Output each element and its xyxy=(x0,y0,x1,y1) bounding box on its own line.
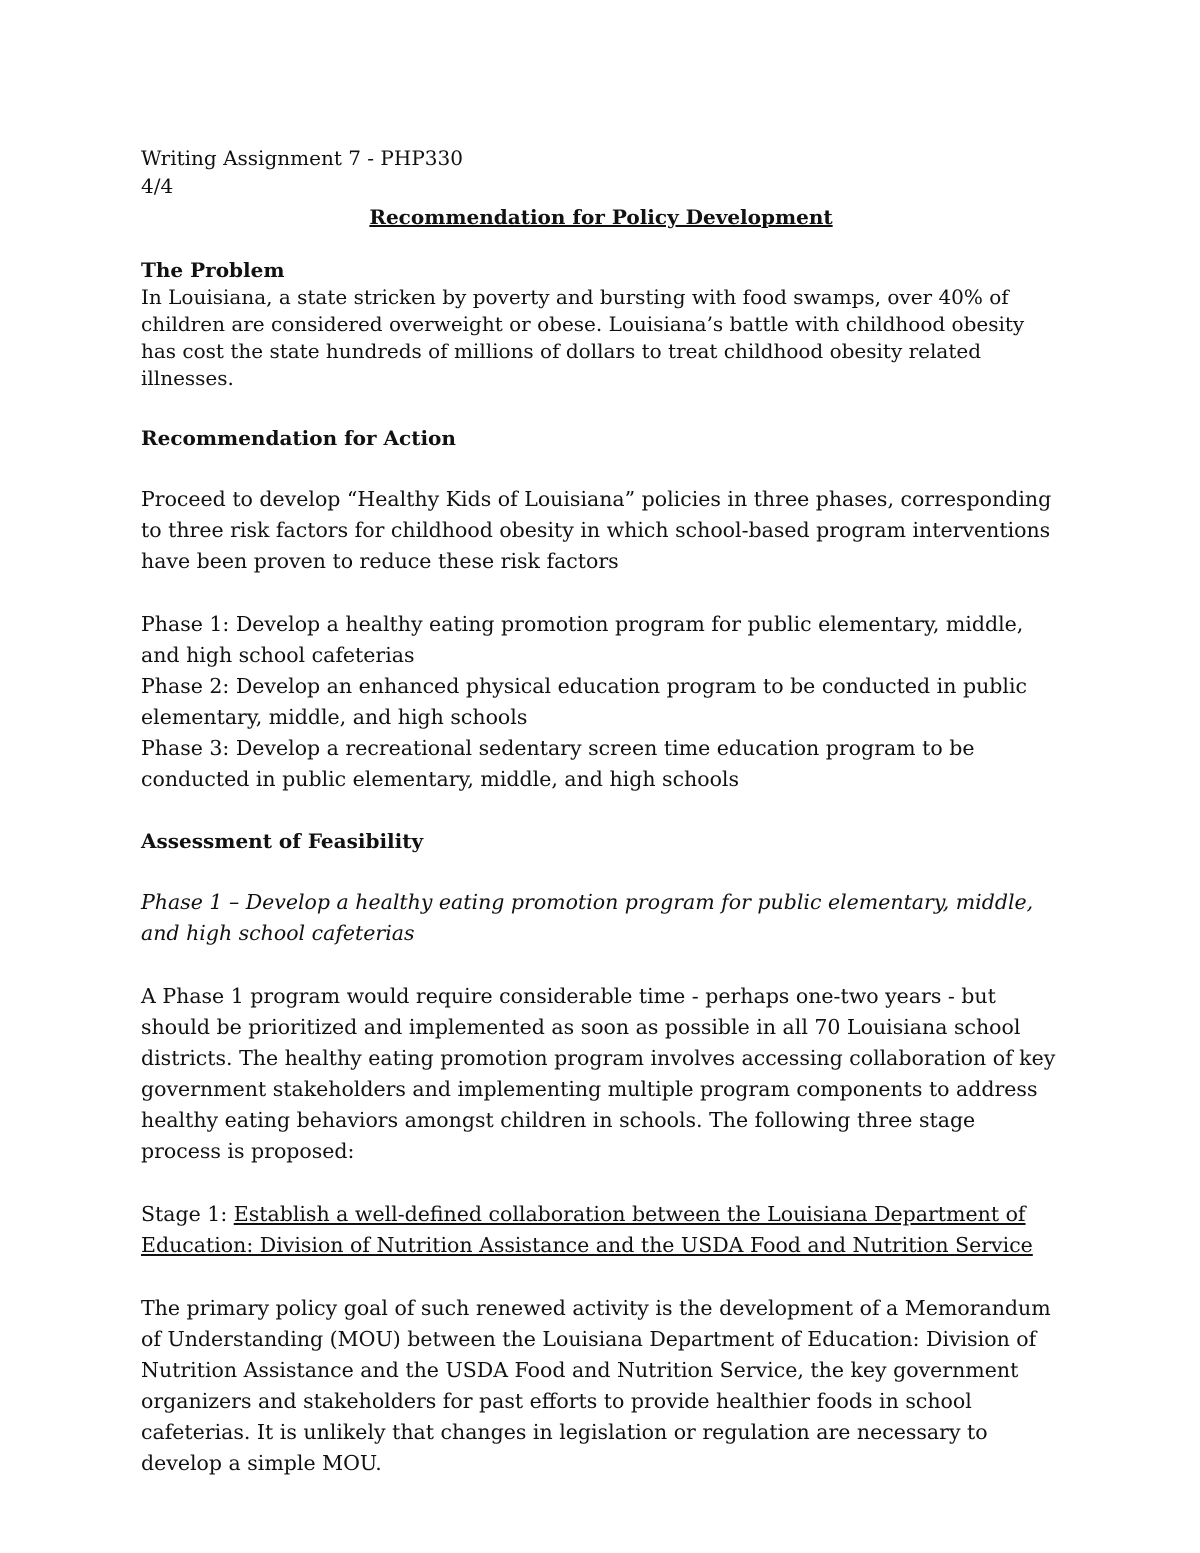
stage-1-title: Establish a well-defined collaboration between the Louisiana Department of Education: Division of Nutrition Assistance and the USDA Food and Nutrition Service xyxy=(141,1202,1033,1257)
problem-heading: The Problem xyxy=(141,258,285,282)
problem-text: In Louisiana, a state stricken by poverty and bursting with food swamps, over 40% of children are considered overweight or obese. Louisiana’s battle with childhood obesity has cost the state hundreds of millions of dollars to treat childhood obesity related illnesses. xyxy=(141,285,1025,390)
phase-2-item: Phase 2: Develop an enhanced physical education program to be conducted in public elementary, middle, and high schools xyxy=(141,674,1027,729)
phase-3-item: Phase 3: Develop a recreational sedentary screen time education program to be conducted in public elementary, middle, and high schools xyxy=(141,736,975,791)
stage-1-text: The primary policy goal of such renewed activity is the development of a Memorandum of Understanding (MOU) between the Louisiana Department of Education: Division of Nutrition Assistance and the USDA Food and Nutrition Service, the key government organizers and stakeholders for past efforts to provide healthier foods in school cafeterias. It is unlikely that changes in legislation or regulation are necessary to develop a simple MOU. xyxy=(141,1296,1051,1475)
recommendation-heading: Recommendation for Action xyxy=(141,426,456,450)
phase-1-text: A Phase 1 program would require considerable time - perhaps one-two years - but should be prioritized and implemented as soon as possible in all 70 Louisiana school districts. The healthy eating promotion program involves accessing collaboration of key government stakeholders and implementing multiple program components to address healthy eating behaviors amongst children in schools. The following three stage process is proposed: xyxy=(141,984,1056,1163)
feasibility-heading: Assessment of Feasibility xyxy=(141,829,424,853)
document-page xyxy=(141,144,1061,1479)
phase-1-item: Phase 1: Develop a healthy eating promotion program for public elementary, middle, and high school cafeterias xyxy=(141,612,1024,667)
stage-1-heading xyxy=(141,1199,1061,1261)
spacer xyxy=(141,949,1061,981)
spacer xyxy=(141,577,1061,609)
phase-1-title: Phase 1 – Develop a healthy eating promotion program for public elementary, middle, and high school cafeterias xyxy=(141,890,1034,945)
stage-1-label: Stage 1: xyxy=(141,1202,234,1226)
spacer xyxy=(141,1261,1061,1293)
recommendation-intro: Proceed to develop “Healthy Kids of Louisiana” policies in three phases, corresponding to three risk factors for childhood obesity in which school-based program interventions have been proven to reduce these risk factors xyxy=(141,487,1052,573)
spacer xyxy=(141,392,1061,424)
spacer xyxy=(141,795,1061,827)
document-title: Recommendation for Policy Development xyxy=(369,205,833,229)
assignment-header: Writing Assignment 7 - PHP330 xyxy=(141,146,463,170)
spacer xyxy=(141,1167,1061,1199)
spacer xyxy=(141,232,1061,256)
spacer xyxy=(141,855,1061,887)
spacer xyxy=(141,452,1061,484)
assignment-date: 4/4 xyxy=(141,174,174,198)
